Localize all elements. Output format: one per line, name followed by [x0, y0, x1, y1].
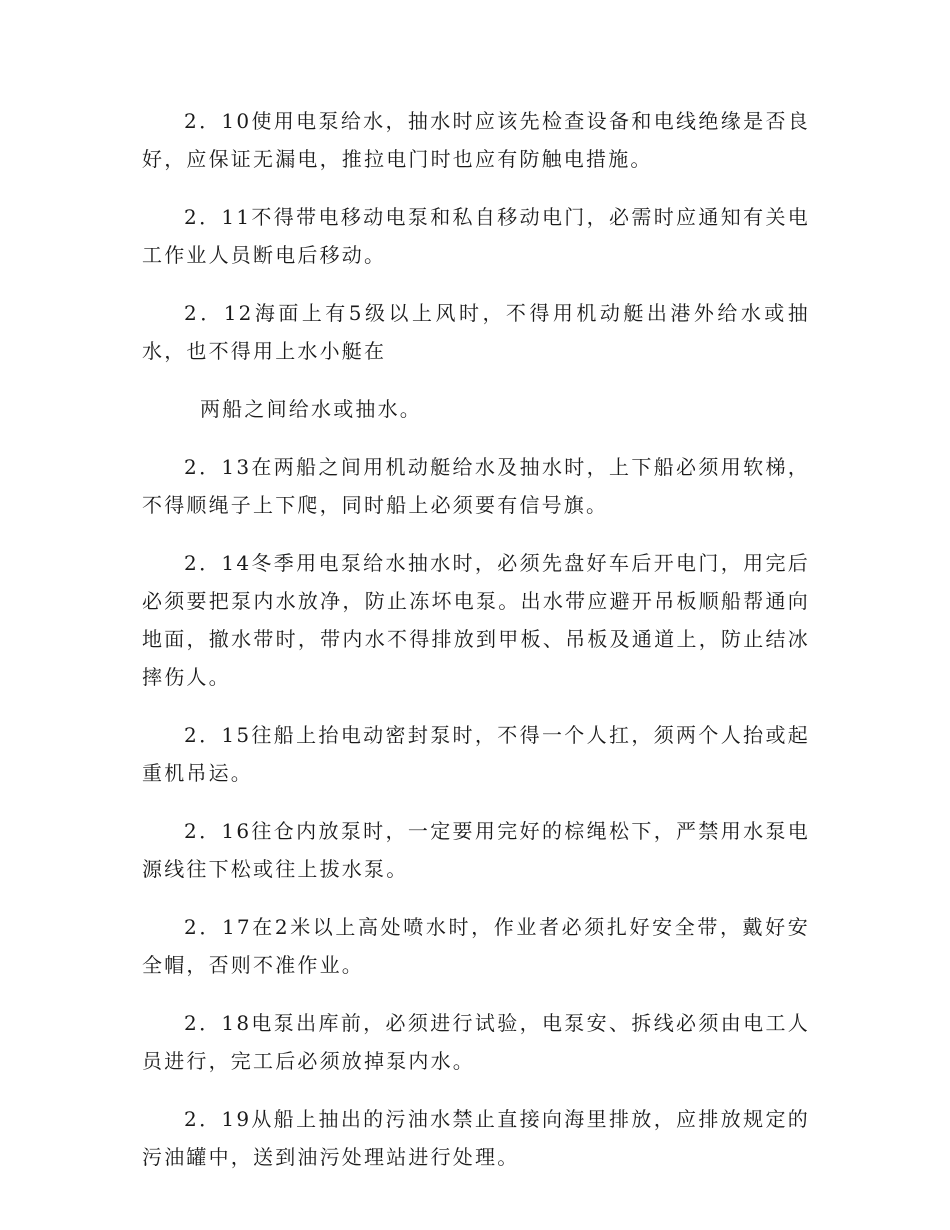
paragraph-2-19: 2．19从船上抽出的污油水禁止直接向海里排放，应排放规定的污油罐中，送到油污处理站进行处理。: [142, 1107, 810, 1169]
paragraph-2-17: 2．17在2米以上高处喷水时，作业者必须扎好安全带，戴好安全帽，否则不准作业。: [142, 915, 810, 977]
paragraph-2-12: 2．12海面上有5级以上风时，不得用机动艇出港外给水或抽水，也不得用上水小艇在: [142, 301, 810, 363]
paragraph-2-15: 2．15往船上抬电动密封泵时，不得一个人扛，须两个人抬或起重机吊运。: [142, 723, 810, 785]
paragraph-2-12-continued: 两船之间给水或抽水。: [200, 397, 422, 421]
paragraph-2-18: 2．18电泵出库前，必须进行试验，电泵安、拆线必须由电工人员进行，完工后必须放掉泵内水。: [142, 1011, 810, 1073]
paragraph-2-11: 2．11不得带电移动电泵和私自移动电门，必需时应通知有关电工作业人员断电后移动。: [142, 205, 810, 267]
paragraph-2-14: 2．14冬季用电泵给水抽水时，必须先盘好车后开电门，用完后必须要把泵内水放净，防止冻坏电泵。出水带应避开吊板顺船帮通向地面，撤水带时，带内水不得排放到甲板、吊板及通道上，防止结冰摔伤人。: [142, 551, 810, 689]
paragraph-2-16: 2．16往仓内放泵时，一定要用完好的棕绳松下，严禁用水泵电源线往下松或往上拔水泵。: [142, 819, 810, 881]
paragraph-2-10: 2．10使用电泵给水，抽水时应该先检查设备和电线绝缘是否良好，应保证无漏电，推拉电门时也应有防触电措施。: [142, 109, 810, 171]
paragraph-2-13: 2．13在两船之间用机动艇给水及抽水时，上下船必须用软梯，不得顺绳子上下爬，同时船上必须要有信号旗。: [142, 455, 810, 517]
document-body: [142, 102, 810, 1196]
